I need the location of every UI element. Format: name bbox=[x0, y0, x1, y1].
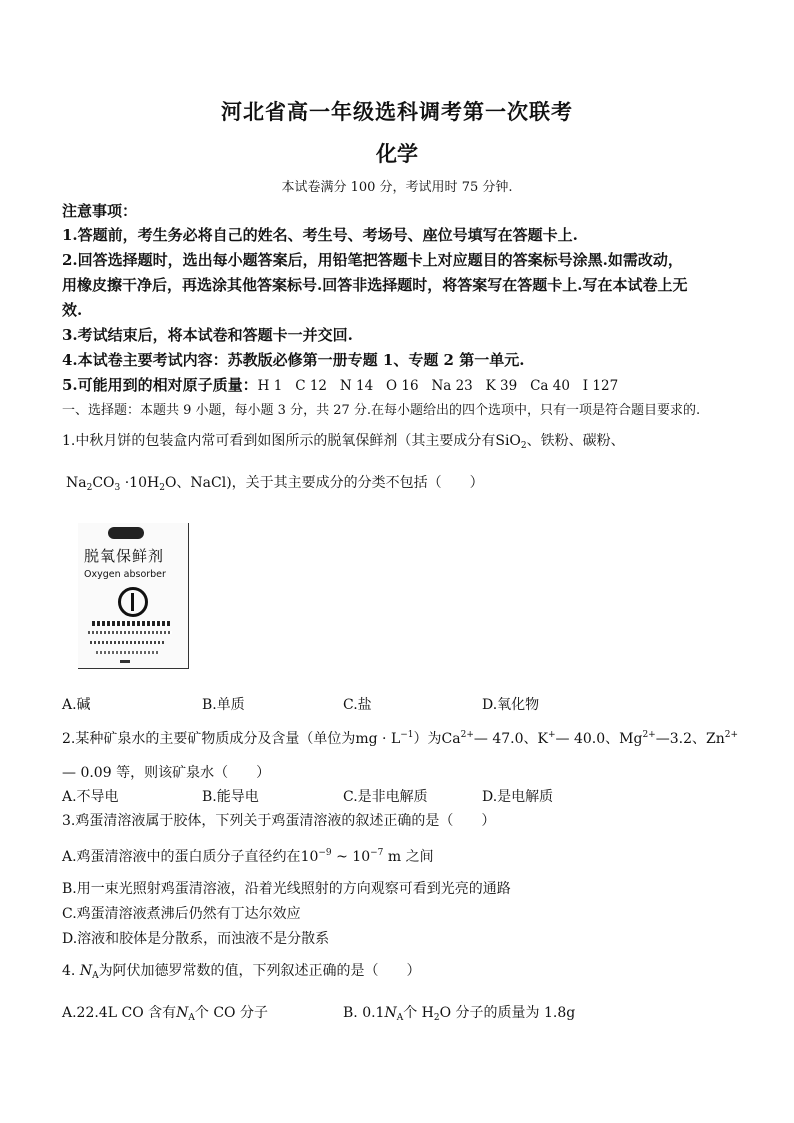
figure-fine-print bbox=[120, 660, 130, 663]
q3-sup: −9 bbox=[318, 848, 332, 858]
figure-fine-print bbox=[90, 641, 164, 644]
q3-a-text-2: m 之间 bbox=[383, 849, 434, 865]
section-1-heading: 一、选择题：本题共 9 小题，每小题 3 分，共 27 分.在每小题给出的四个选项中，只有一项是符合题目要求的. bbox=[62, 403, 701, 418]
q4-sub: 2 bbox=[433, 1013, 440, 1023]
oxygen-absorber-image bbox=[78, 523, 189, 669]
q4-b-na: N bbox=[384, 1005, 397, 1021]
figure-cn-label: 脱氧保鲜剂 bbox=[84, 547, 165, 565]
q2-text-b: ）为 bbox=[413, 731, 442, 747]
q2-option-d: D.是电解质 bbox=[482, 789, 554, 805]
notice-item-1: 1.答题前，考生务必将自己的姓名、考生号、考场号、座位号填写在答题卡上. bbox=[62, 226, 578, 244]
q4-b-text-3: O 分子的质量为 1.8g bbox=[439, 1005, 576, 1021]
q1-text-3: O、NaCl)，关于其主要成分的分类不包括（ ） bbox=[164, 475, 484, 491]
q1-stem-line-2 bbox=[66, 472, 484, 493]
q4-text: 为阿伏加德罗常数的值，下列叙述正确的是（ ） bbox=[98, 963, 421, 979]
q1-text-2: 、铁粉、碳粉、 bbox=[526, 433, 625, 449]
q3-option-b: B.用一束光照射鸡蛋清溶液，沿着光线照射的方向观察可看到光亮的通路 bbox=[62, 881, 511, 897]
q2-zn: Zn bbox=[705, 731, 725, 747]
q2-unit: mg · L bbox=[355, 731, 401, 747]
notice-item-2-line-1: 2.回答选择题时，选出每小题答案后，用铅笔把答题卡上对应题目的答案标号涂黑.如需改动， bbox=[62, 251, 683, 269]
q1-option-b: B.单质 bbox=[202, 697, 245, 713]
q3-stem: 3.鸡蛋清溶液属于胶体，下列关于鸡蛋清溶液的叙述正确的是（ ） bbox=[62, 813, 496, 829]
page-title: 河北省高一年级选科调考第一次联考 bbox=[221, 99, 573, 124]
q2-option-b: B.能导电 bbox=[202, 789, 259, 805]
q3-option-d: D.溶液和胶体是分散系，而浊液不是分散系 bbox=[62, 931, 330, 947]
brand-logo bbox=[108, 527, 144, 539]
q4-number: 4. bbox=[62, 963, 80, 979]
q1-na: Na bbox=[66, 475, 87, 491]
q3-option-c: C.鸡蛋清溶液煮沸后仍然有丁达尔效应 bbox=[62, 906, 301, 922]
q2-k: K bbox=[537, 731, 548, 747]
q1-sub: 2 bbox=[520, 441, 527, 451]
exam-info: 本试卷满分 100 分，考试用时 75 分钟. bbox=[281, 180, 513, 195]
q3-a-num-2: ~ 10 bbox=[331, 849, 371, 865]
q1-option-d: D.氧化物 bbox=[482, 697, 540, 713]
q1-sub: 2 bbox=[159, 483, 165, 493]
notice-item-3: 3.考试结束后，将本试卷和答题卡一并交回. bbox=[62, 326, 353, 344]
q4-option-a bbox=[62, 1002, 268, 1023]
q3-a-text: A.鸡蛋清溶液中的蛋白质分子直径约在 bbox=[62, 849, 301, 865]
notice-heading: 注意事项： bbox=[62, 202, 138, 220]
q2-k-val: — 40.0、 bbox=[555, 731, 620, 747]
q3-sup: −7 bbox=[370, 848, 384, 858]
q4-a-text-2: 个 CO 分子 bbox=[194, 1005, 268, 1021]
notice-item-4: 4.本试卷主要考试内容：苏教版必修第一册专题 1、专题 2 第一单元. bbox=[62, 351, 525, 369]
notice-item-5 bbox=[62, 374, 618, 395]
q4-option-b bbox=[343, 1002, 575, 1023]
q4-na: N bbox=[79, 963, 93, 979]
figure-en-label: Oxygen absorber bbox=[84, 569, 166, 580]
q4-sub: A bbox=[92, 971, 99, 981]
q4-a-na: N bbox=[176, 1005, 189, 1021]
q2-mg: Mg bbox=[619, 731, 643, 747]
notice-item-2-line-2: 用橡皮擦干净后，再选涂其他答案标号.回答非选择题时，将答案写在答题卡上.写在本试卷上无 bbox=[62, 276, 688, 294]
q1-sub: 2 bbox=[86, 483, 93, 493]
q1-h: ·10H bbox=[120, 475, 160, 491]
q2-stem-line-2: — 0.09 等，则该矿泉水（ ） bbox=[62, 765, 271, 781]
q2-text: 2.某种矿泉水的主要矿物质成分及含量（单位为 bbox=[62, 731, 356, 747]
q4-b-text-2: 个 H bbox=[403, 1005, 434, 1021]
q4-sub: A bbox=[188, 1013, 195, 1023]
q1-option-c: C.盐 bbox=[343, 697, 372, 713]
q2-ca: Ca bbox=[441, 731, 461, 747]
notice-item-2-line-3: 效. bbox=[62, 301, 83, 319]
q1-sub: 3 bbox=[114, 483, 121, 493]
q3-option-a bbox=[62, 846, 434, 866]
notice-item-5-label: 5.可能用到的相对原子质量： bbox=[62, 376, 258, 394]
q4-b-text: B. 0.1 bbox=[343, 1005, 385, 1021]
q4-stem bbox=[62, 960, 421, 981]
q2-sup: 2+ bbox=[724, 730, 739, 740]
q2-sup: −1 bbox=[400, 730, 414, 740]
q2-stem-line-1 bbox=[62, 728, 738, 748]
subject-title: 化学 bbox=[376, 141, 418, 166]
q2-ca-val: — 47.0、 bbox=[473, 731, 538, 747]
q1-option-a: A.碱 bbox=[62, 697, 91, 713]
q2-mg-val: —3.2、 bbox=[655, 731, 706, 747]
q1-text: 1.中秋月饼的包装盒内常可看到如图所示的脱氧保鲜剂（其主要成分有 bbox=[62, 433, 496, 449]
q1-stem-line-1 bbox=[62, 430, 625, 451]
figure-fine-print bbox=[88, 631, 172, 634]
q2-sup: + bbox=[547, 730, 556, 740]
q1-co: CO bbox=[92, 475, 115, 491]
figure-fine-print bbox=[92, 621, 170, 626]
q2-option-a: A.不导电 bbox=[62, 789, 119, 805]
q4-a-text: A.22.4L CO 含有 bbox=[62, 1005, 177, 1021]
q3-a-num: 10 bbox=[300, 849, 319, 865]
q2-sup: 2+ bbox=[642, 730, 656, 740]
figure-fine-print bbox=[96, 651, 160, 654]
q4-sub: A bbox=[396, 1013, 404, 1023]
q2-sup: 2+ bbox=[460, 730, 474, 740]
q2-option-c: C.是非电解质 bbox=[343, 789, 428, 805]
q1-formula-sio2: SiO bbox=[495, 433, 521, 449]
no-eat-icon bbox=[118, 587, 148, 617]
atomic-masses: H 1 C 12 N 14 O 16 Na 23 K 39 Ca 40 I 127 bbox=[257, 378, 619, 394]
